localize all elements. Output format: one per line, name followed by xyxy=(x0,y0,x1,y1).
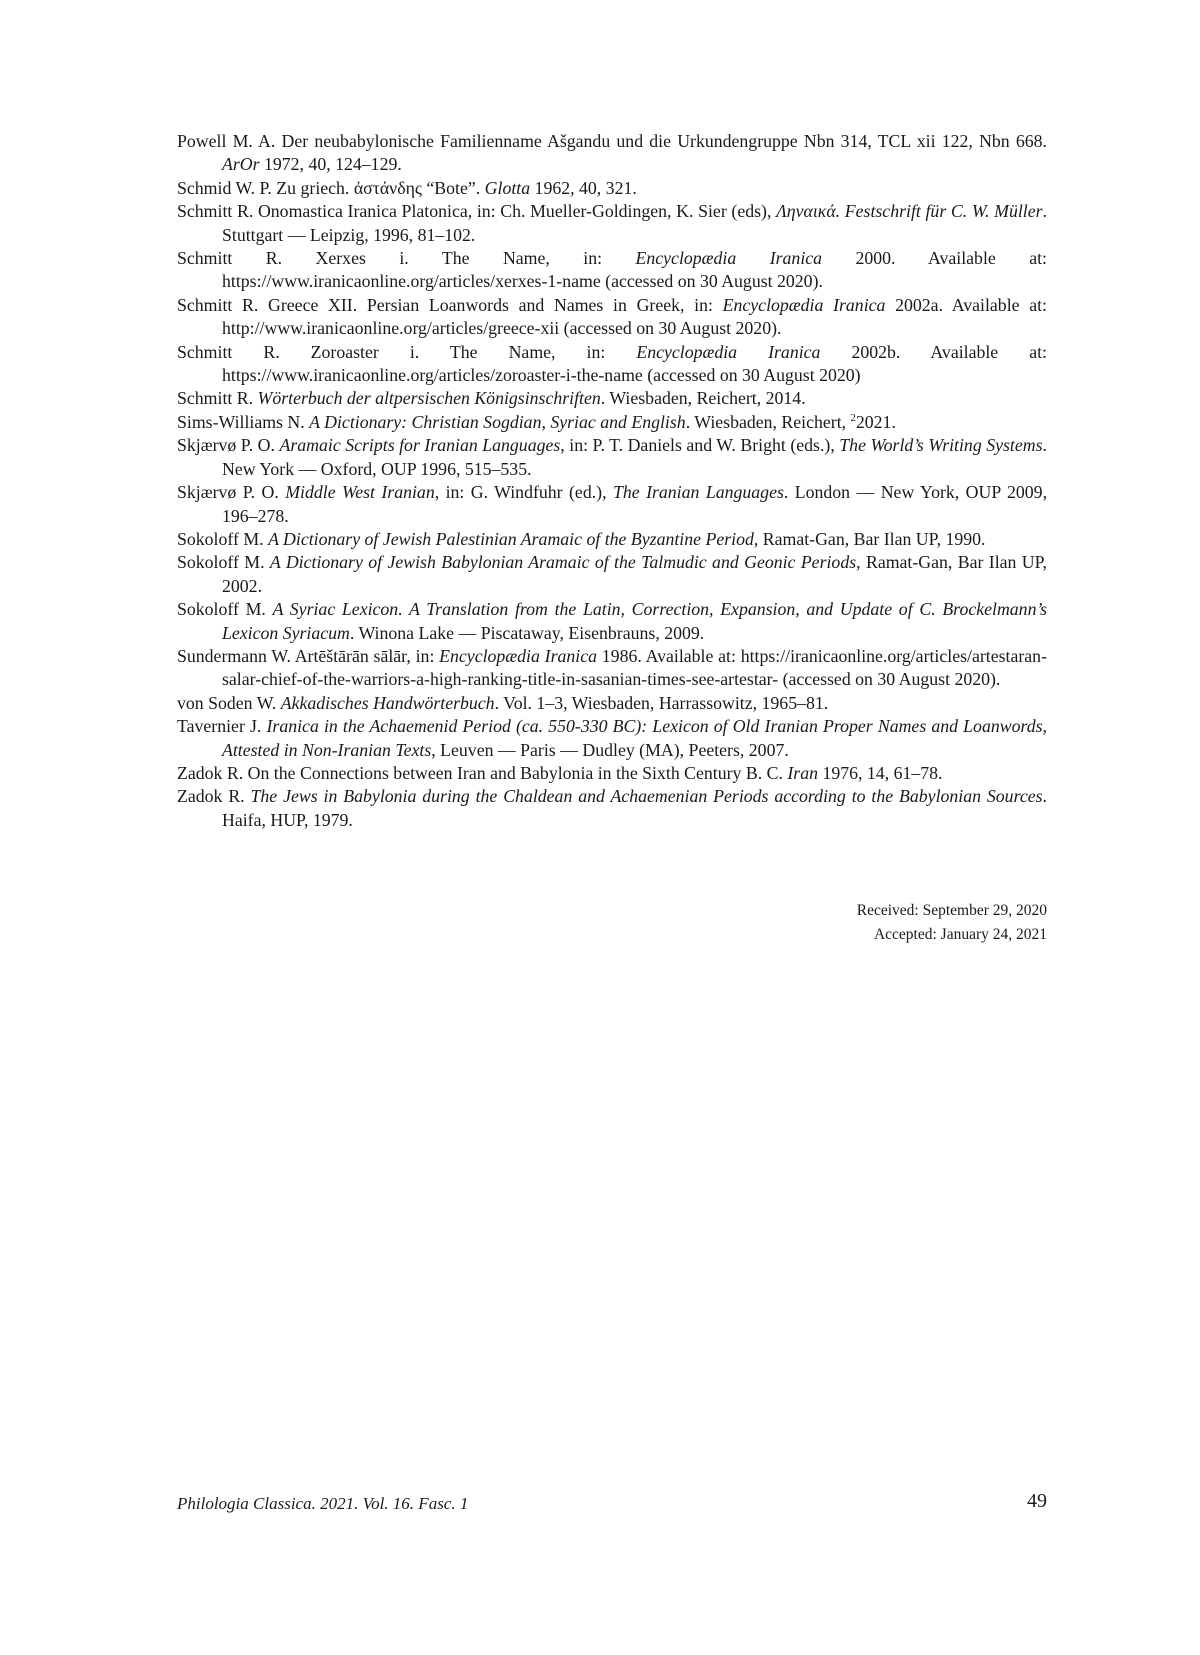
reference-entry: Schmitt R. Wörterbuch der altpersischen Königsinschriften. Wiesbaden, Reichert, 2014. xyxy=(177,388,806,409)
reference-entry: Sokoloff M. A Dictionary of Jewish Palestinian Aramaic of the Byzantine Period, Ramat-Gan, Bar Ilan UP, 1990. xyxy=(177,528,986,549)
reference-entry: Schmitt R. Greece XII. Persian Loanwords and Names in Greek, in: Encyclopædia Iranica 2002a. Available at: http://www.iranicaonline.org/articles/greece-xii (accessed on 30 August 2020). xyxy=(177,294,1048,339)
reference-entry: Zadok R. The Jews in Babylonia during the Chaldean and Achaemenian Periods according to the Babylonian Sources. Haifa, HUP, 1979. xyxy=(177,786,1047,830)
reference-entry: Schmitt R. Zoroaster i. The Name, in: Encyclopædia Iranica 2002b. Available at: https://www.iranicaonline.org/articles/zoroaster-i-the-name (accessed on 30 August 2020) xyxy=(177,341,1048,386)
reference-entry: Schmitt R. Xerxes i. The Name, in: Encyclopædia Iranica 2000. Available at: https://www.iranicaonline.org/articles/xerxes-1-name (accessed on 30 August 2020). xyxy=(177,248,1047,292)
reference-list xyxy=(177,130,1047,832)
reference-entry: Skjærvø P. O. Aramaic Scripts for Iranian Languages, in: P. T. Daniels and W. Bright (eds.), The World’s Writing Systems. New York — Oxford, OUP 1996, 515–535. xyxy=(177,435,1047,479)
accepted-date: Accepted: January 24, 2021 xyxy=(873,925,1047,943)
reference-entry: Zadok R. On the Connections between Iran and Babylonia in the Sixth Century B. C. Iran 1976, 14, 61–78. xyxy=(177,762,943,783)
reference-entry: Powell M. A. Der neubabylonische Familienname Ašgandu und die Urkundengruppe Nbn 314, TCL xii 122, Nbn 668. ArOr 1972, 40, 124–129. xyxy=(177,131,1047,175)
page-number: 49 xyxy=(1027,1490,1047,1512)
received-date: Received: September 29, 2020 xyxy=(856,902,1047,919)
article-dates xyxy=(857,899,1047,946)
reference-entry: Sundermann W. Artēštārān sālār, in: Encyclopædia Iranica 1986. Available at: https://iranicaonline.org/articles/artestaran-salar-chief-of-the-warriors-a-high-ranking-title-in-sasanian-times-see-artestar- (accessed on 30 August 2020). xyxy=(177,645,1047,690)
reference-entry: Schmid W. P. Zu griech. ἀστάνδης “Bote”. Glotta 1962, 40, 321. xyxy=(177,177,637,198)
reference-entry: Sokoloff M. A Syriac Lexicon. A Translation from the Latin, Correction, Expansion, and Update of C. Brockelmann’s Lexicon Syriacum. Winona Lake — Piscataway, Eisenbrauns, 2009. xyxy=(177,599,1048,643)
reference-entry: Skjærvø P. O. Middle West Iranian, in: G. Windfuhr (ed.), The Iranian Languages. London — New York, OUP 2009, 196–278. xyxy=(177,482,1048,526)
journal-title: Philologia Classica. 2021. Vol. 16. Fasc. 1 xyxy=(177,1494,469,1513)
reference-entry: Tavernier J. Iranica in the Achaemenid Period (ca. 550-330 BC): Lexicon of Old Iranian Proper Names and Loanwords, Attested in Non-Iranian Texts, Leuven — Paris — Dudley (MA), Peeters, 2007. xyxy=(177,716,1047,760)
reference-entry: Sims-Williams N. A Dictionary: Christian Sogdian, Syriac and English. Wiesbaden, Reichert, $^2$2021. xyxy=(177,411,896,432)
reference-entry: von Soden W. Akkadisches Handwörterbuch. Vol. 1–3, Wiesbaden, Harrassowitz, 1965–81. xyxy=(177,692,829,713)
reference-entry: Sokoloff M. A Dictionary of Jewish Babylonian Aramaic of the Talmudic and Geonic Periods, Ramat-Gan, Bar Ilan UP, 2002. xyxy=(177,552,1048,596)
reference-entry: Schmitt R. Onomastica Iranica Platonica, in: Ch. Mueller-Goldingen, K. Sier (eds), Ληναικά. Festschrift für C. W. Müller. Stuttgart — Leipzig, 1996, 81–102. xyxy=(177,201,1047,245)
